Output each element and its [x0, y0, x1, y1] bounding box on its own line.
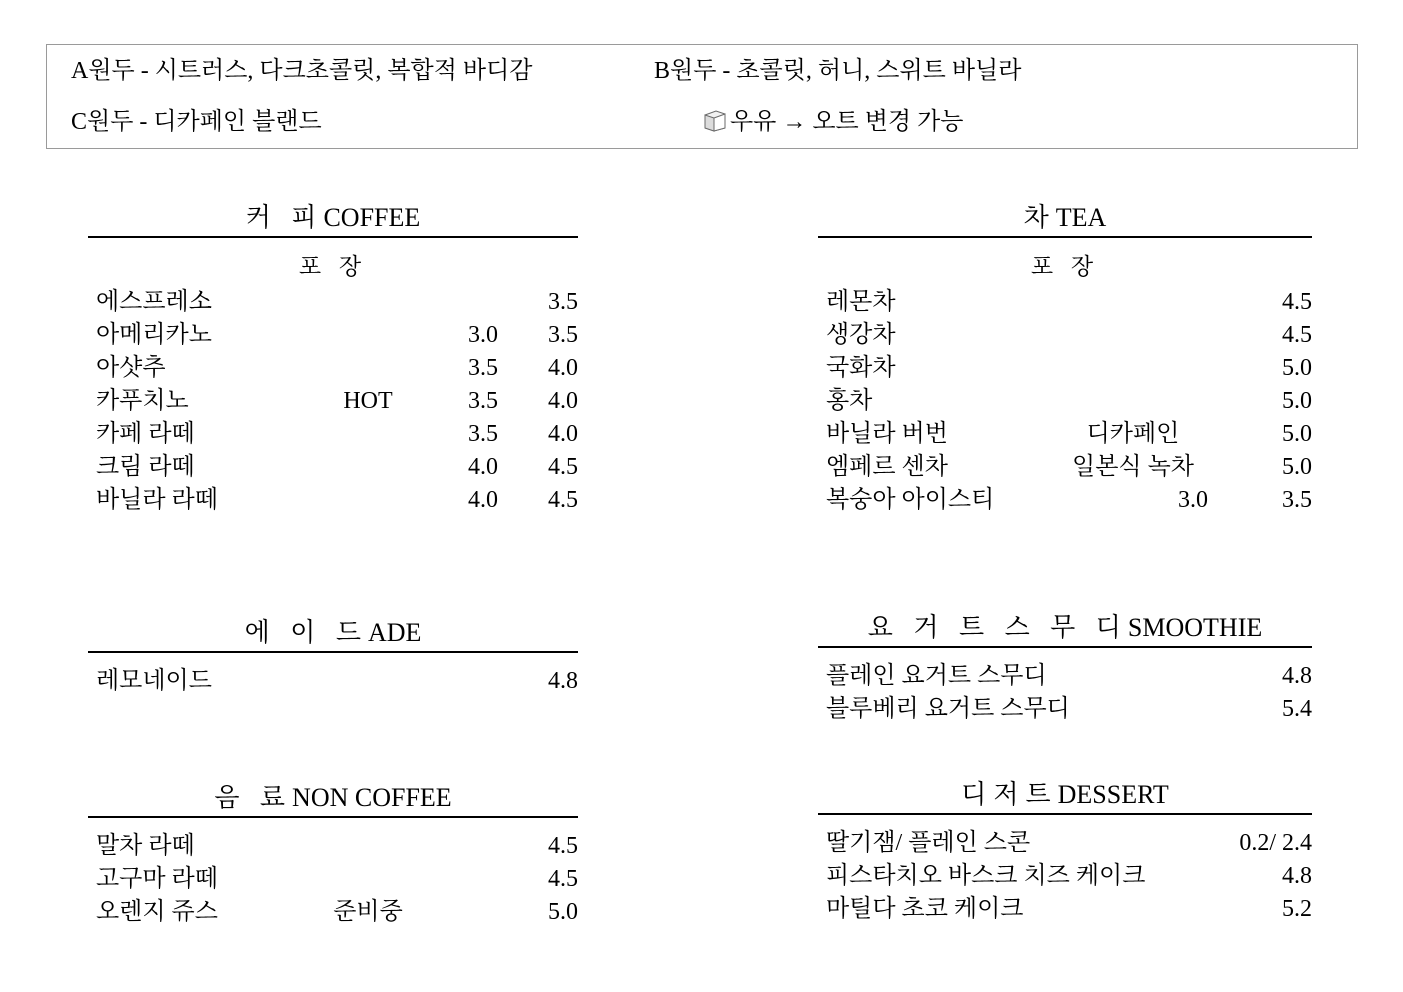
section-title-kr: 음 료	[214, 783, 293, 812]
section-title-en: DESSERT	[1057, 780, 1169, 809]
section-coffee	[88, 203, 578, 517]
section-title-en: ADE	[367, 618, 422, 647]
menu-item	[818, 660, 1312, 693]
section-rule	[88, 816, 578, 818]
item-name: 바닐라 라떼	[96, 487, 218, 513]
bean-c-description: C원두 - 디카페인 블랜드	[71, 109, 322, 135]
menu-item	[818, 484, 1312, 517]
item-note: HOT	[343, 388, 393, 414]
item-note: 준비중	[333, 899, 403, 925]
menu-item	[88, 863, 578, 896]
menu-item	[88, 896, 578, 929]
section-title-kr: 디저트	[961, 780, 1058, 809]
item-price-takeout: 4.5	[1282, 322, 1312, 348]
section-title-non-coffee	[88, 783, 578, 813]
menu-item	[818, 385, 1312, 418]
menu-items-non-coffee	[88, 830, 578, 929]
item-name: 마틸다 초코 케이크	[826, 896, 1024, 922]
menu-items-coffee	[88, 286, 578, 517]
item-note: 일본식 녹차	[1072, 454, 1194, 480]
item-price-takeout: 5.4	[1282, 696, 1312, 722]
bean-info-row-2	[47, 102, 1357, 154]
menu-item	[818, 893, 1312, 926]
item-price-takeout: 4.8	[1282, 663, 1312, 689]
section-title-en: NON COFFEE	[292, 783, 452, 812]
menu-items-dessert	[818, 827, 1312, 926]
section-rule	[818, 813, 1312, 815]
item-price-takeout: 5.0	[1282, 454, 1312, 480]
menu-item	[818, 693, 1312, 726]
section-title-kr: 요 거 트 스 무 디	[867, 613, 1128, 642]
item-name: 아메리카노	[96, 322, 212, 348]
menu-item	[88, 352, 578, 385]
item-price-takeout: 4.8	[1282, 863, 1312, 889]
menu-item	[88, 830, 578, 863]
item-price-store: 4.0	[468, 487, 498, 513]
item-price-takeout: 5.0	[1282, 355, 1312, 381]
bean-a-description: A원두 - 시트러스, 다크초콜릿, 복합적 바디감	[71, 58, 533, 84]
item-name: 카푸치노	[96, 388, 189, 414]
item-name: 엠페르 센차	[826, 454, 948, 480]
item-price-takeout: 4.5	[548, 487, 578, 513]
item-name: 레몬차	[826, 289, 896, 315]
section-rule	[88, 236, 578, 238]
item-name: 아샷추	[96, 355, 166, 381]
item-price-store: 3.5	[468, 388, 498, 414]
section-title-coffee	[88, 203, 578, 233]
item-price-store: 3.5	[468, 355, 498, 381]
menu-item	[818, 352, 1312, 385]
menu-item	[88, 484, 578, 517]
item-price-takeout: 3.5	[548, 289, 578, 315]
item-price-takeout: 5.0	[548, 899, 578, 925]
item-price-takeout: 4.5	[548, 454, 578, 480]
menu-item	[818, 319, 1312, 352]
section-title-en: TEA	[1055, 203, 1107, 232]
item-price-takeout: 3.5	[548, 322, 578, 348]
menu-items-ade	[88, 665, 578, 698]
section-tea	[818, 203, 1312, 517]
takeout-column-header: 포 장	[1030, 254, 1100, 279]
item-price-takeout: 4.0	[548, 355, 578, 381]
item-name: 홍차	[826, 388, 873, 414]
item-price-store: 4.0	[468, 454, 498, 480]
section-title-en: COFFEE	[323, 203, 421, 232]
menu-item	[818, 418, 1312, 451]
section-rule	[818, 236, 1312, 238]
menu-item	[88, 665, 578, 698]
takeout-column-header: 포 장	[298, 254, 368, 279]
item-name: 레모네이드	[96, 668, 212, 694]
menu-item	[818, 827, 1312, 860]
item-price-takeout: 5.0	[1282, 421, 1312, 447]
milk-option-note	[702, 102, 963, 145]
item-price-takeout: 5.0	[1282, 388, 1312, 414]
bean-b-description: B원두 - 초콜릿, 허니, 스위트 바닐라	[654, 58, 1022, 84]
menu-item	[818, 451, 1312, 484]
item-price-takeout: 4.5	[1282, 289, 1312, 315]
item-price-takeout: 3.5	[1282, 487, 1312, 513]
item-name: 고구마 라떼	[96, 866, 218, 892]
section-title-kr: 커 피	[245, 203, 324, 232]
item-name: 카페 라떼	[96, 421, 195, 447]
item-name: 복숭아 아이스티	[826, 487, 995, 513]
item-name: 피스타치오 바스크 치즈 케이크	[826, 863, 1146, 889]
item-name: 에스프레소	[96, 289, 212, 315]
item-price-takeout: 4.0	[548, 388, 578, 414]
menu-item	[88, 451, 578, 484]
section-rule	[88, 651, 578, 653]
item-price-store: 3.0	[1178, 487, 1208, 513]
item-name: 크림 라떼	[96, 454, 195, 480]
section-smoothie	[818, 613, 1312, 726]
menu-items-tea	[818, 286, 1312, 517]
section-title-kr: 차	[1023, 203, 1056, 232]
milk-carton-icon	[702, 105, 728, 145]
item-price-store: 3.0	[468, 322, 498, 348]
section-title-dessert	[818, 780, 1312, 810]
section-title-en: SMOOTHIE	[1127, 613, 1263, 642]
item-name: 국화차	[826, 355, 896, 381]
item-name: 플레인 요거트 스무디	[826, 663, 1047, 689]
menu-item	[818, 286, 1312, 319]
menu-item	[88, 286, 578, 319]
item-name: 딸기잼/ 플레인 스콘	[826, 830, 1031, 856]
menu-item	[818, 860, 1312, 893]
menu-items-smoothie	[818, 660, 1312, 726]
item-price-takeout: 4.5	[548, 866, 578, 892]
bean-info-box	[46, 44, 1358, 149]
item-note: 디카페인	[1086, 421, 1180, 447]
item-price-store: 3.5	[468, 421, 498, 447]
bean-info-row-1	[47, 51, 1357, 103]
item-name: 말차 라떼	[96, 833, 195, 859]
section-title-ade	[88, 618, 578, 648]
item-price-takeout: 4.0	[548, 421, 578, 447]
section-dessert	[818, 780, 1312, 926]
section-ade	[88, 618, 578, 698]
item-price-takeout: 4.5	[548, 833, 578, 859]
item-price-takeout: 5.2	[1282, 896, 1312, 922]
section-title-kr: 에 이 드	[244, 618, 368, 647]
item-price-takeout: 4.8	[548, 668, 578, 694]
section-title-smoothie	[818, 613, 1312, 643]
milk-option-text: 우유 → 오트 변경 가능	[730, 109, 964, 135]
item-name: 오렌지 쥬스	[96, 899, 218, 925]
section-non-coffee	[88, 783, 578, 929]
item-name: 바닐라 버번	[826, 421, 948, 447]
item-name: 블루베리 요거트 스무디	[826, 696, 1070, 722]
menu-item	[88, 319, 578, 352]
section-title-tea	[818, 203, 1312, 233]
item-price-takeout: 0.2/ 2.4	[1239, 830, 1312, 856]
item-name: 생강차	[826, 322, 896, 348]
menu-item	[88, 385, 578, 418]
menu-item	[88, 418, 578, 451]
section-rule	[818, 646, 1312, 648]
